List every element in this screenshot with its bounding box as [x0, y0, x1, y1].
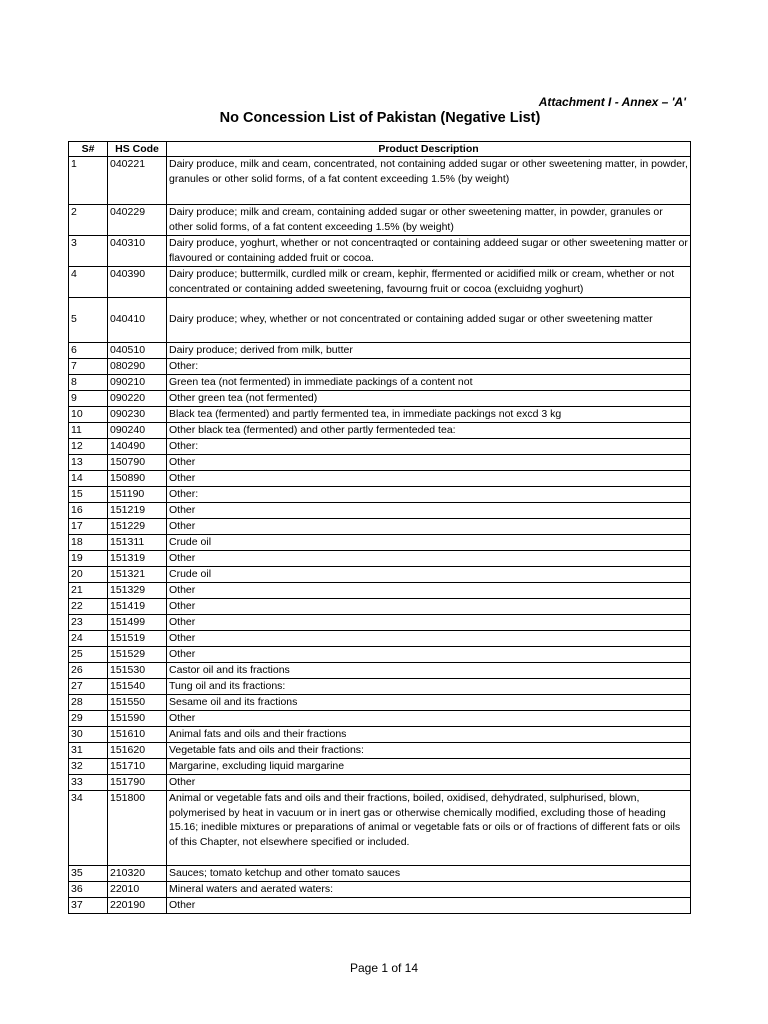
cell-serial: 32	[69, 759, 108, 775]
cell-hs-code: 151519	[108, 631, 167, 647]
cell-hs-code: 151321	[108, 567, 167, 583]
table-row	[69, 407, 691, 423]
cell-description: Vegetable fats and oils and their fractions:	[167, 743, 691, 759]
table-row	[69, 423, 691, 439]
column-header-description: Product Description	[167, 142, 691, 157]
cell-description: Margarine, excluding liquid margarine	[167, 759, 691, 775]
table-row	[69, 583, 691, 599]
negative-list-table	[68, 141, 691, 914]
cell-description: Other	[167, 775, 691, 791]
cell-serial: 7	[69, 359, 108, 375]
cell-serial: 22	[69, 599, 108, 615]
table-row	[69, 343, 691, 359]
cell-serial: 4	[69, 267, 108, 298]
table-row	[69, 791, 691, 866]
table-row	[69, 759, 691, 775]
cell-description: Other:	[167, 487, 691, 503]
table-row	[69, 599, 691, 615]
column-header-serial: S#	[69, 142, 108, 157]
table-row	[69, 267, 691, 298]
cell-hs-code: 151219	[108, 503, 167, 519]
cell-serial: 36	[69, 882, 108, 898]
cell-serial: 25	[69, 647, 108, 663]
table-row	[69, 631, 691, 647]
table-row	[69, 359, 691, 375]
cell-hs-code: 151610	[108, 727, 167, 743]
cell-description: Dairy produce; milk and cream, containing added sugar or other sweetening matter, in powder, granules or other solid forms, of a fat content exceeding 1.5% (by weight)	[167, 205, 691, 236]
cell-hs-code: 151311	[108, 535, 167, 551]
cell-serial: 33	[69, 775, 108, 791]
cell-hs-code: 040221	[108, 157, 167, 205]
cell-description: Other	[167, 711, 691, 727]
cell-hs-code: 140490	[108, 439, 167, 455]
cell-hs-code: 040229	[108, 205, 167, 236]
page-title: No Concession List of Pakistan (Negative List)	[219, 110, 541, 126]
table-row	[69, 471, 691, 487]
cell-description: Crude oil	[167, 535, 691, 551]
cell-serial: 19	[69, 551, 108, 567]
page-number: Page 1 of 14	[349, 961, 419, 975]
cell-serial: 27	[69, 679, 108, 695]
cell-serial: 26	[69, 663, 108, 679]
table-row	[69, 236, 691, 267]
table-row	[69, 647, 691, 663]
table-row	[69, 487, 691, 503]
cell-serial: 8	[69, 375, 108, 391]
cell-description: Dairy produce, milk and ceam, concentrated, not containing added sugar or other sweetening matter, in powder, granules or other solid forms, of a fat content exceeding 1.5% (by weight)	[167, 157, 691, 205]
cell-hs-code: 151620	[108, 743, 167, 759]
table-row	[69, 663, 691, 679]
cell-description: Other	[167, 631, 691, 647]
table-row	[69, 727, 691, 743]
cell-serial: 9	[69, 391, 108, 407]
cell-hs-code: 151550	[108, 695, 167, 711]
cell-hs-code: 080290	[108, 359, 167, 375]
cell-description: Sauces; tomato ketchup and other tomato sauces	[167, 866, 691, 882]
cell-description: Dairy produce; buttermilk, curdled milk or cream, kephir, ffermented or acidified milk or cream, whether or not concentrated or containing added sweetening, favourng fruit or cocoa (excluidng yoghurt)	[167, 267, 691, 298]
cell-hs-code: 040310	[108, 236, 167, 267]
table-body	[69, 157, 691, 914]
cell-serial: 6	[69, 343, 108, 359]
cell-serial: 21	[69, 583, 108, 599]
cell-serial: 29	[69, 711, 108, 727]
table-row	[69, 519, 691, 535]
cell-description: Sesame oil and its fractions	[167, 695, 691, 711]
cell-hs-code: 151419	[108, 599, 167, 615]
cell-hs-code: 151229	[108, 519, 167, 535]
cell-hs-code: 210320	[108, 866, 167, 882]
cell-description: Black tea (fermented) and partly fermented tea, in immediate packings not excd 3 kg	[167, 407, 691, 423]
cell-hs-code: 151529	[108, 647, 167, 663]
cell-description: Other black tea (fermented) and other partly fermenteded tea:	[167, 423, 691, 439]
cell-hs-code: 151790	[108, 775, 167, 791]
column-header-hs-code: HS Code	[108, 142, 167, 157]
cell-description: Other	[167, 471, 691, 487]
cell-serial: 31	[69, 743, 108, 759]
cell-hs-code: 151319	[108, 551, 167, 567]
table-row	[69, 205, 691, 236]
table-header-row	[69, 142, 691, 157]
table-row	[69, 375, 691, 391]
table-row	[69, 898, 691, 914]
cell-hs-code: 151540	[108, 679, 167, 695]
cell-serial: 28	[69, 695, 108, 711]
cell-serial: 24	[69, 631, 108, 647]
attachment-label: Attachment I - Annex – 'A'	[538, 95, 686, 109]
table-row	[69, 743, 691, 759]
table-row	[69, 679, 691, 695]
cell-description: Other	[167, 455, 691, 471]
cell-description: Dairy produce, yoghurt, whether or not concentraqted or containing addeed sugar or other sweetening matter or flavoured or containing added fruit or cocoa.	[167, 236, 691, 267]
cell-hs-code: 040390	[108, 267, 167, 298]
cell-serial: 10	[69, 407, 108, 423]
cell-hs-code: 090220	[108, 391, 167, 407]
cell-serial: 12	[69, 439, 108, 455]
table-row	[69, 439, 691, 455]
table-row	[69, 615, 691, 631]
cell-serial: 35	[69, 866, 108, 882]
cell-description: Other:	[167, 359, 691, 375]
table-row	[69, 157, 691, 205]
cell-serial: 30	[69, 727, 108, 743]
cell-hs-code: 151590	[108, 711, 167, 727]
cell-description: Other	[167, 615, 691, 631]
cell-serial: 14	[69, 471, 108, 487]
cell-description: Animal or vegetable fats and oils and their fractions, boiled, oxidised, dehydrated, sulphurised, blown, polymerised by heat in vacuum or in inert gas or otherwise chemically modified, excluding those of heading 15.16; inedible mixtures or preparations of animal or vegetable fats or oils or of fractions of different fats or oils of this Chapter, not elsewhere specified or included.	[167, 791, 691, 866]
cell-serial: 18	[69, 535, 108, 551]
cell-hs-code: 22010	[108, 882, 167, 898]
cell-hs-code: 090240	[108, 423, 167, 439]
table-row	[69, 882, 691, 898]
cell-hs-code: 151800	[108, 791, 167, 866]
cell-serial: 5	[69, 298, 108, 343]
cell-serial: 3	[69, 236, 108, 267]
cell-serial: 37	[69, 898, 108, 914]
cell-description: Mineral waters and aerated waters:	[167, 882, 691, 898]
table-row	[69, 535, 691, 551]
table-row	[69, 455, 691, 471]
cell-serial: 1	[69, 157, 108, 205]
cell-hs-code: 090230	[108, 407, 167, 423]
table-row	[69, 695, 691, 711]
table-row	[69, 551, 691, 567]
cell-description: Castor oil and its fractions	[167, 663, 691, 679]
cell-description: Other	[167, 898, 691, 914]
cell-hs-code: 151329	[108, 583, 167, 599]
cell-serial: 11	[69, 423, 108, 439]
cell-description: Other	[167, 583, 691, 599]
cell-serial: 13	[69, 455, 108, 471]
cell-hs-code: 150890	[108, 471, 167, 487]
cell-description: Other	[167, 599, 691, 615]
cell-description: Green tea (not fermented) in immediate packings of a content not	[167, 375, 691, 391]
cell-hs-code: 150790	[108, 455, 167, 471]
cell-serial: 17	[69, 519, 108, 535]
table-row	[69, 298, 691, 343]
cell-serial: 34	[69, 791, 108, 866]
cell-description: Tung oil and its fractions:	[167, 679, 691, 695]
table-row	[69, 503, 691, 519]
cell-description: Dairy produce; derived from milk, butter	[167, 343, 691, 359]
cell-description: Other:	[167, 439, 691, 455]
table-row	[69, 775, 691, 791]
table-row	[69, 711, 691, 727]
table-row	[69, 567, 691, 583]
cell-serial: 20	[69, 567, 108, 583]
cell-hs-code: 220190	[108, 898, 167, 914]
cell-description: Crude oil	[167, 567, 691, 583]
cell-description: Other	[167, 647, 691, 663]
cell-description: Other	[167, 503, 691, 519]
cell-description: Dairy produce; whey, whether or not concentrated or containing added sugar or other sweetening matter	[167, 298, 691, 343]
cell-serial: 15	[69, 487, 108, 503]
table-row	[69, 391, 691, 407]
cell-description: Other green tea (not fermented)	[167, 391, 691, 407]
cell-hs-code: 151499	[108, 615, 167, 631]
cell-serial: 23	[69, 615, 108, 631]
cell-serial: 2	[69, 205, 108, 236]
cell-hs-code: 040410	[108, 298, 167, 343]
cell-description: Other	[167, 519, 691, 535]
cell-description: Other	[167, 551, 691, 567]
cell-hs-code: 151710	[108, 759, 167, 775]
cell-hs-code: 090210	[108, 375, 167, 391]
cell-hs-code: 151190	[108, 487, 167, 503]
cell-serial: 16	[69, 503, 108, 519]
cell-hs-code: 040510	[108, 343, 167, 359]
table-row	[69, 866, 691, 882]
cell-description: Animal fats and oils and their fractions	[167, 727, 691, 743]
cell-hs-code: 151530	[108, 663, 167, 679]
